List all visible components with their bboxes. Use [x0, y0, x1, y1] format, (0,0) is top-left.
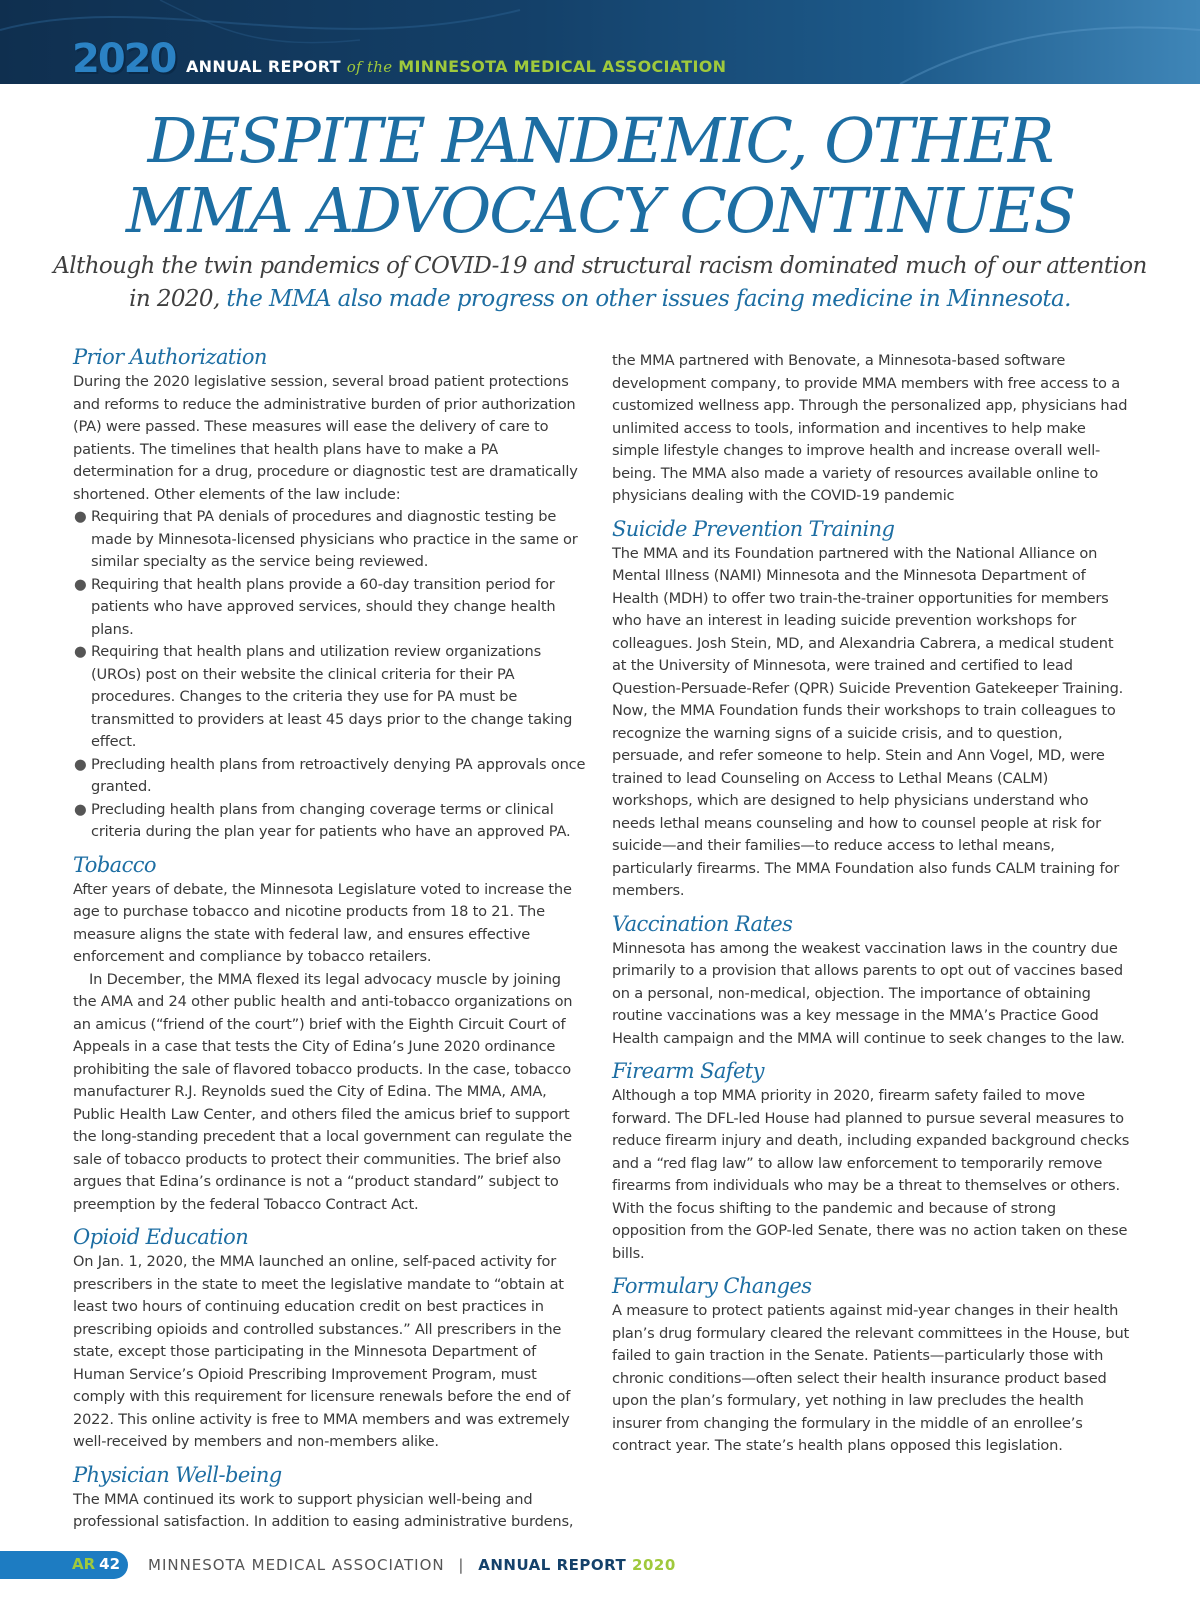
dek-part-1: Although the twin pandemics of COVID-19 and structural racism dominated much of our attention in 2020, [53, 253, 1147, 312]
page-number [72, 1555, 120, 1573]
page-prefix: AR [72, 1555, 96, 1573]
heading-suicide-prevention-training: Suicide Prevention Training [612, 516, 895, 541]
bullet-text: Requiring that PA denials of procedures and diagnostic testing be made by Minnesota-licensed physicians who practice in the same or similar specialty as the service being reviewed. [91, 508, 578, 570]
dek-part-2: the MMA also made progress on other issues facing medicine in Minnesota. [226, 286, 1071, 312]
footer-org: MINNESOTA MEDICAL ASSOCIATION [148, 1556, 445, 1574]
dek [40, 250, 1160, 316]
suicide-paragraph: The MMA and its Foundation partnered with the National Alliance on Mental Illness (NAMI) Minnesota and the Minnesota Department of Health (MDH) to offer two train-the-trainer opportunities for members who have an interest in leading suicide prevention workshops for colleagues. Josh Stein, MD, and Alexandria Cabrera, a medical student at the University of Minnesota, were trained and certified to lead Question-Persuade-Refer (QPR) Suicide Prevention Gatekeeper Training. Now, the MMA Foundation funds their workshops to train colleagues to recognize the warning signs of a suicide crisis, and to question, persuade, and refer someone to help. Stein and Ann Vogel, MD, were trained to lead Counseling on Access to Lethal Means (CALM) workshops, which are designed to help physicians understand who needs lethal means counseling and how to counsel people at risk for suicide—and their families—to reduce access to lethal means, particularly firearms. The MMA Foundation also funds CALM training for members. [612, 544, 1124, 899]
footer-year: 2020 [632, 1556, 676, 1574]
page-footer [0, 1551, 1200, 1579]
bullet-icon: ● [74, 575, 87, 593]
prior-auth-intro: During the 2020 legislative session, several broad patient protections and reforms to reduce the administrative burden of prior authorization (PA) were passed. These measures will ease the delivery of care to patients. The timelines that health plans have to make a PA determination for a drug, procedure or diagnostic test are dramatically shortened. Other elements of the law include: [73, 373, 578, 503]
bullet-text: Precluding health plans from retroactively denying PA approvals once granted. [91, 755, 586, 795]
wellbeing-paragraph-start: The MMA continued its work to support physician well-being and professional satisfaction. In addition to easing administrative burdens, [73, 1490, 574, 1530]
formulary-paragraph: A measure to protect patients against mid-year changes in their health plan’s drug formulary cleared the relevant committees in the House, but failed to gain traction in the Senate. Patients—particularly those with chronic conditions—often select their health insurance product based upon the plan’s formulary, yet nothing in law precludes the health insurer from changing the formulary in the middle of an enrollee’s contract year. The state’s health plans opposed this legislation. [612, 1302, 1130, 1454]
header-year: 2020 [72, 36, 176, 82]
header-banner [0, 0, 1200, 84]
bullet-text: Requiring that health plans provide a 60-day transition period for patients who have approved services, should they change health plans. [91, 575, 556, 638]
list-item [73, 799, 588, 844]
heading-physician-well-being: Physician Well-being [73, 1462, 282, 1487]
list-item [73, 506, 588, 574]
left-column [73, 344, 588, 1534]
opioid-paragraph: On Jan. 1, 2020, the MMA launched an online, self-paced activity for prescribers in the state to meet the legislative mandate to “obtain at least two hours of continuing education credit on best practices in prescribing opioids and controlled substances.” All prescribers in the state, except those participating in the Minnesota Department of Human Service’s Opioid Prescribing Improvement Program, must comply with this requirement for licensure renewals before the end of 2022. This online activity is free to MMA members and was extremely well-received by members and non-members alike. [73, 1253, 571, 1450]
bullet-icon: ● [74, 800, 87, 818]
heading-formulary-changes: Formulary Changes [612, 1274, 812, 1298]
heading-opioid-education: Opioid Education [73, 1225, 249, 1249]
wellbeing-paragraph-continued: the MMA partnered with Benovate, a Minnesota-based software development company, to provide MMA members with free access to a customized wellness app. Through the personalized app, physicians had unlimited access to tools, information and incentives to help make simple lifestyle changes to improve health and increase overall well-being. The MMA also made a variety of resources available online to physicians dealing with the COVID-19 pandemic [612, 352, 1128, 504]
bullet-text: Requiring that health plans and utilization review organizations (UROs) post on their website the clinical criteria for their PA procedures. Changes to the criteria they use for PA must be transmitted to providers at least 45 days prior to the change taking effect. [91, 643, 573, 750]
page-title-line-2: MMA ADVOCACY CONTINUES [125, 174, 1075, 247]
firearm-paragraph: Although a top MMA priority in 2020, firearm safety failed to move forward. The DFL-led House had planned to pursue several measures to reduce firearm injury and death, including expanded background checks and a “red flag law” to allow law enforcement to temporarily remove firearms from individuals who may be a threat to themselves or others. With the focus shifting to the pandemic and because of strong opposition from the GOP-led Senate, there was no action taken on these bills. [612, 1087, 1130, 1262]
prior-auth-bullet-list [73, 506, 588, 844]
footer-report: ANNUAL REPORT [478, 1556, 627, 1574]
header-org: MINNESOTA MEDICAL ASSOCIATION [398, 57, 727, 76]
page-number-value: 42 [99, 1555, 121, 1573]
heading-firearm-safety: Firearm Safety [612, 1059, 764, 1083]
header-report-label: ANNUAL REPORT [186, 57, 341, 76]
bullet-icon: ● [74, 755, 87, 773]
vaccination-paragraph: Minnesota has among the weakest vaccination laws in the country due primarily to a provision that allows parents to opt out of vaccines based on a personal, non-medical, objection. The importance of obtaining routine vaccinations was a key message in the MMA’s Practice Good Health campaign and the MMA will continue to seek changes to the law. [612, 939, 1125, 1047]
heading-prior-authorization: Prior Authorization [73, 345, 267, 369]
heading-tobacco: Tobacco [73, 852, 156, 877]
list-item [73, 754, 588, 799]
heading-vaccination-rates: Vaccination Rates [612, 911, 793, 936]
page-title [40, 106, 1160, 246]
bullet-text: Precluding health plans from changing coverage terms or clinical criteria during the plan year for patients who have an approved PA. [91, 800, 571, 840]
page-title-line-1: DESPITE PANDEMIC, OTHER [147, 104, 1053, 177]
tobacco-paragraph-1: After years of debate, the Minnesota Legislature voted to increase the age to purchase tobacco and nicotine products from 18 to 21. The measure aligns the state with federal law, and ensures effective enforcement and compliance by tobacco retailers. [73, 880, 572, 965]
header-title [186, 57, 726, 76]
bullet-icon: ● [74, 508, 87, 525]
tobacco-paragraph-2: In December, the MMA flexed its legal advocacy muscle by joining the AMA and 24 other public health and anti-tobacco organizations on an amicus (“friend of the court”) brief with the Eighth Circuit Court of Appeals in a case that tests the City of Edina’s June 2020 ordinance prohibiting the sale of flavored tobacco products. In the case, tobacco manufacturer R.J. Reynolds sued the City of Edina. The MMA, AMA, Public Health Law Center, and others filed the amicus brief to support the long-standing precedent that a local government can regulate the sale of tobacco products to protect their communities. The brief also argues that Edina’s ordinance is not a “product standard” subject to preemption by the federal Tobacco Contract Act. [73, 970, 573, 1213]
header-of-the: of the [346, 58, 393, 76]
list-item [73, 574, 588, 642]
footer-separator: | [458, 1556, 465, 1574]
bullet-icon: ● [74, 643, 87, 660]
footer-text [148, 1556, 676, 1574]
list-item [73, 641, 588, 754]
right-column [612, 350, 1132, 1458]
